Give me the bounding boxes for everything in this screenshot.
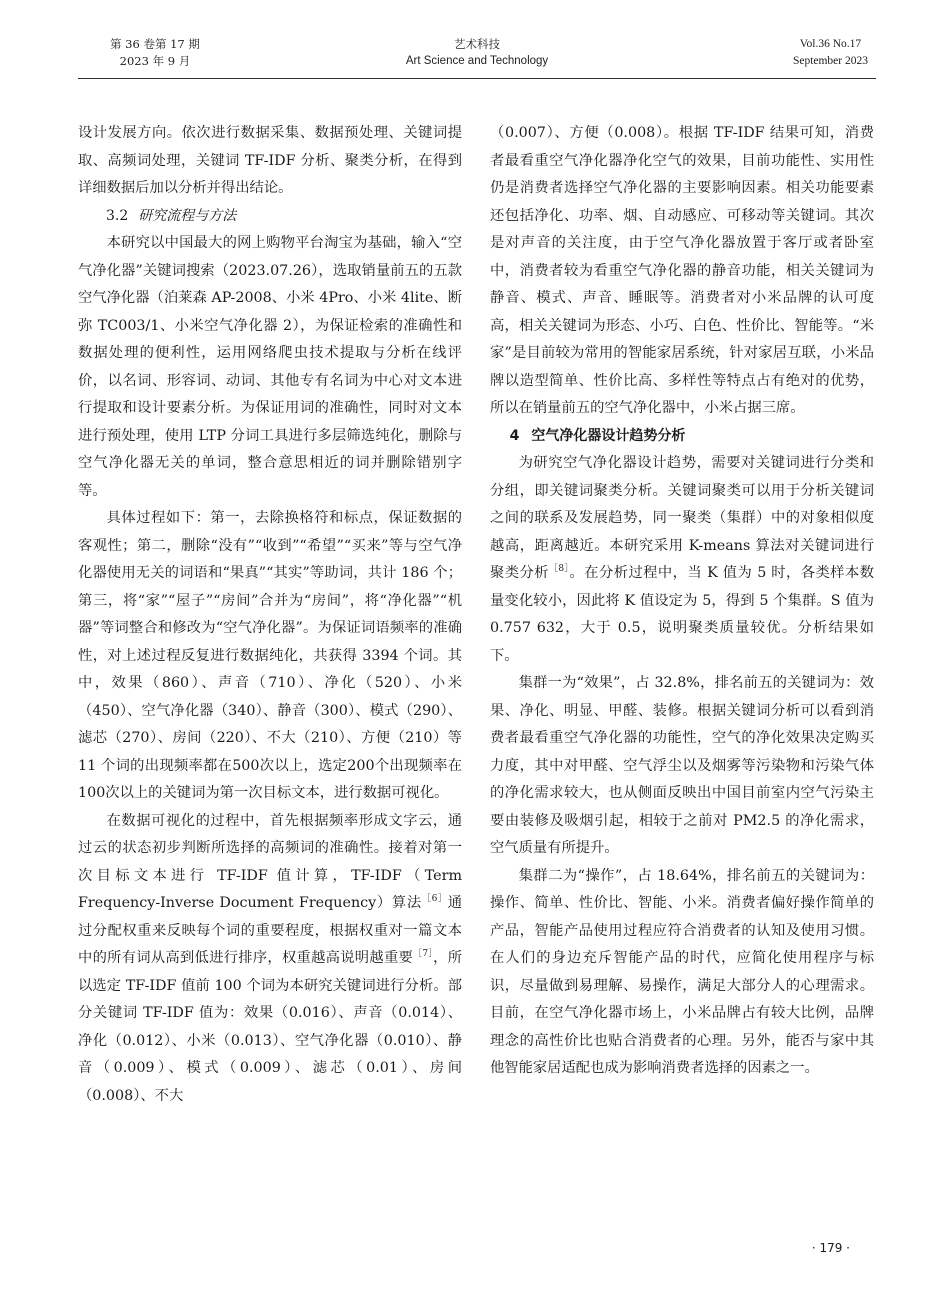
section-title: 研究流程与方法 bbox=[138, 207, 237, 224]
citation-7[interactable]: ［7］ bbox=[413, 949, 434, 960]
header-volume: 第 36 卷第 17 期 bbox=[110, 37, 200, 51]
header-date-en: September 2023 bbox=[792, 55, 868, 67]
header-date: 2023 年 9 月 bbox=[119, 54, 191, 68]
section-4-heading bbox=[490, 423, 874, 451]
paragraph: 本研究以中国最大的网上购物平台淘宝为基础，输入“空气净化器”关键词搜索（2023.07.26），选取销量前五的五款空气净化器（泊莱森 AP-2008、小米 4Pro、小米 4lite、断弥 TC003/1、小米空气净化器 2），为保证检索的准确性和数据处理的便利性，运用网络爬虫技术提取与分析在线评价，以名词、形容词、动词、其他专有名词为中心对文本进行提取和设计要素分析。为保证用词的准确性，同时对文本进行预处理，使用 LTP 分词工具进行多层筛选纯化，删除与空气净化器无关的单词，整合意思相近的词并删除错别字等。 bbox=[78, 235, 462, 499]
paragraph: （0.007）、方便（0.008）。根据 TF-IDF 结果可知，消费者最看重空气净化器净化空气的效果，目前功能性、实用性仍是消费者选择空气净化器的主要影响因素。相关功能要素还包括净化、功率、烟、自动感应、可移动等关键词。其次是对声音的关注度，由于空气净化器放置于客厅或者卧室中，消费者较为看重空气净化器的静音功能，相关关键词为静音、模式、声音、睡眠等。消费者对小米品牌的认可度高，相关关键词为形态、小巧、白色、性价比、智能等。“米家”是目前较为常用的智能家居系统，针对家居互联，小米品牌以造型简单、性价比高、多样性等特点占有绝对的优势，所以在销量前五的空气净化器中，小米占据三席。 bbox=[490, 125, 874, 416]
header-journal-cn: 艺术科技 bbox=[454, 37, 500, 51]
paragraph-text: 通过分配权重来反映每个词的重要程度，根据权重对一篇文本中的所有词从高到低进行排序，权重越高说明越重要 bbox=[78, 895, 463, 966]
header-journal bbox=[78, 36, 876, 70]
paragraph-text: 为研究空气净化器设计趋势，需要对关键词进行分类和分组，即关键词聚类分析。关键词聚类可以用于分析关键词之间的联系及发展趋势，同一聚类（集群）中的对象相似度越高，距离越近。本研究采用 K-means 算法对关键词进行聚类分析 bbox=[490, 455, 874, 581]
paragraph: 集群一为“效果”，占 32.8%，排名前五的关键词为：效果、净化、明显、甲醛、装修。根据关键词分析可以看到消费者最看重空气净化器的功能性，空气的净化效果决定购买力度，其中对甲醛、空气浮尘以及烟雾等污染物和污染气体的净化需求较大，也从侧面反映出中国目前室内空气污染主要由装修及吸烟引起，相较于之前对 PM2.5 的净化需求，空气质量有所提升。 bbox=[490, 675, 874, 856]
right-column bbox=[490, 120, 874, 1083]
paragraph: 集群二为“操作”，占 18.64%，排名前五的关键词为：操作、简单、性价比、智能、小米。消费者偏好操作简单的产品，智能产品使用过程应符合消费者的认知及使用习惯。在人们的身边充斥智能产品的时代，应简化使用程序与标识，尽量做到易理解、易操作，满足大部分人的心理需求。目前，在空气净化器市场上，小米品牌占有较大比例，品牌理念的高性价比也贴合消费者的心理。另外，能否与家中其他智能家居适配也成为影响消费者选择的因素之一。 bbox=[490, 867, 874, 1076]
paragraph bbox=[78, 808, 462, 1111]
citation-6[interactable]: ［6］ bbox=[421, 894, 448, 905]
running-header bbox=[78, 36, 876, 76]
section-number: 3.2 bbox=[106, 207, 129, 224]
citation-8[interactable]: ［8］ bbox=[548, 564, 570, 575]
paragraph: 设计发展方向。依次进行数据采集、数据预处理、关键词提取、高频词处理，关键词 TF-IDF 分析、聚类分析，在得到详细数据后加以分析并得出结论。 bbox=[78, 125, 462, 196]
header-volume-en: Vol.36 No.17 bbox=[799, 38, 862, 50]
section-title: 空气净化器设计趋势分析 bbox=[531, 427, 686, 444]
page-number: · 179 · bbox=[811, 1241, 850, 1255]
header-issue-en bbox=[793, 36, 868, 70]
paragraph bbox=[490, 450, 874, 670]
paragraph-text: ，所以选定 TF-IDF 值前 100 个词为本研究关键词进行分析。部分关键词 TF-IDF 值为：效果（0.016）、声音（0.014）、净化（0.012）、小米（0.013）、空气净化器（0.010）、静音（0.009）、模式（0.009）、滤芯（0.01）、房间（0.008）、不大 bbox=[78, 950, 463, 1104]
header-rule bbox=[78, 78, 876, 79]
paragraph-text: 在数据可视化的过程中，首先根据频率形成文字云，通过云的状态初步判断所选择的高频词的准确性。接着对第一次目标文本进行 TF-IDF 值计算，TF-IDF（Term Frequency-Inverse Document Frequency）算法 bbox=[78, 812, 462, 911]
paragraph-text: 。在分析过程中，当 K 值为 5 时，各类样本数量变化较小，因此将 K 值设定为 5，得到 5 个集群。S 值为 0.757 632，大于 0.5，说明聚类质量较优。分析结果如下。 bbox=[490, 565, 874, 664]
paragraph: 具体过程如下：第一，去除换格符和标点，保证数据的客观性；第二，删除“没有”“收到”“希望”“买来”等与空气净化器使用无关的词语和“果真”“其实”等助词，共计 186 个；第三，将“家”“屋子”“房间”合并为“房间”，将“净化器”“机器”等词整合和修改为“空气净化器”。为保证词语频率的准确性，对上述过程反复进行数据纯化，共获得 3394 个词。其中，效果（860）、声音（710）、净化（520）、小米（450）、空气净化器（340）、静音（300）、模式（290）、滤芯（270）、房间（220）、不大（210）、方便（210）等 11 个词的出现频率都在500次以上，选定200个出现频率在100次以上的关键词为第一次目标文本，进行数据可视化。 bbox=[78, 510, 462, 801]
section-number: 4 bbox=[509, 427, 520, 444]
left-column bbox=[78, 120, 462, 1110]
section-3-2-heading bbox=[78, 203, 462, 231]
header-journal-en: Art Science and Technology bbox=[405, 55, 549, 67]
